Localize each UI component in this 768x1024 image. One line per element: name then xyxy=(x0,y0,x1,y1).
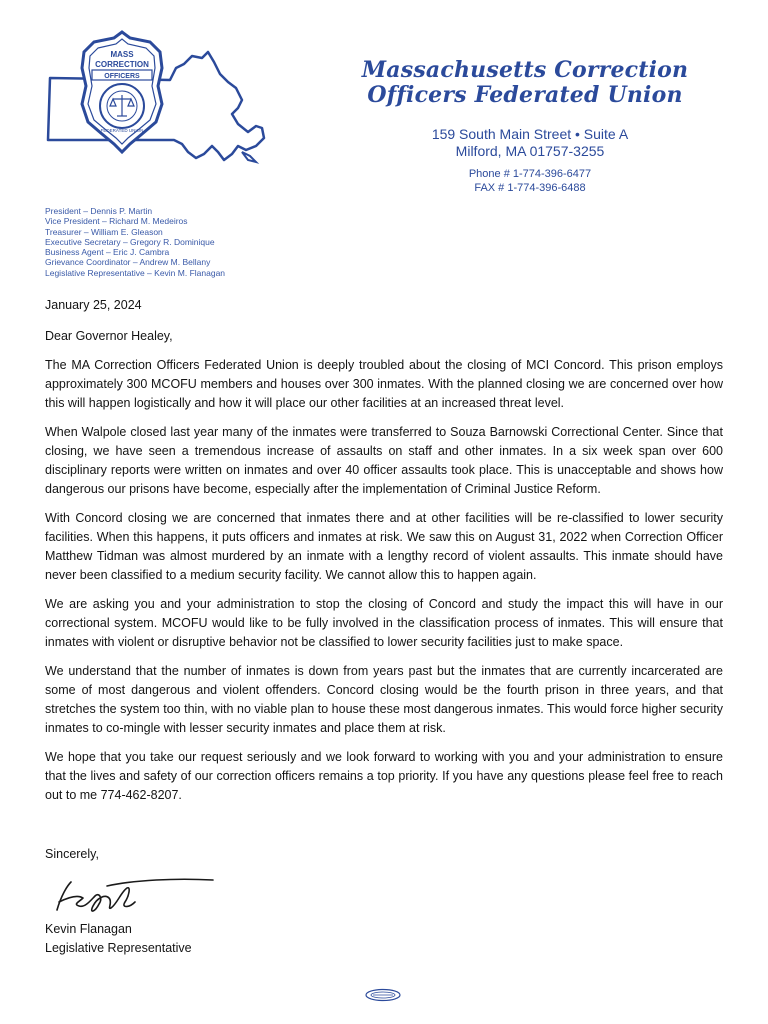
letter-paragraph: With Concord closing we are concerned that inmates there and at other facilities will be re-classified to lower security facilities. When this happens, it puts officers and inmates at risk. We saw this on August 31, 2022 when Correction Officer Matthew Tidman was almost murdered by an inmate with a lengthy record of violent assaults. This inmate should have never been classified to a medium security facility. We cannot allow this to happen again. xyxy=(45,511,723,582)
letter-paragraph: We hope that you take our request seriously and we look forward to working with you and your administration to ensure that the lives and safety of our correction officers remains a top priority. If you have any questions please feel free to reach out to me 774-462-8207. xyxy=(45,750,723,802)
org-address xyxy=(380,126,680,160)
union-seal-logo xyxy=(42,28,272,178)
phone-number: Phone # 1-774-396-6477 xyxy=(468,168,592,180)
org-title-line2: Officers Federated Union xyxy=(367,82,683,108)
officer-item: President – Dennis P. Martin xyxy=(45,206,153,216)
letter-closing: Sincerely, xyxy=(45,847,99,861)
fax-number: FAX # 1-774-396-6488 xyxy=(474,182,586,194)
org-title xyxy=(330,58,720,108)
letter-body xyxy=(45,296,723,958)
letter-paragraph: When Walpole closed last year many of the inmates were transferred to Souza Barnowski Correctional Center. Since that closing, we have seen a tremendous increase of assaults on staff and other inmates. In a six week span over 600 disciplinary reports were written on inmates and over 40 officer assaults took place. This is unacceptable and shows how dangerous our prisons have become, especially after the implementation of Criminal Justice Reform. xyxy=(45,425,723,496)
officer-item: Grievance Coordinator – Andrew M. Bellany xyxy=(45,257,211,268)
seal-text-middle: CORRECTION xyxy=(95,60,149,69)
officer-item: Legislative Representative – Kevin M. Flanagan xyxy=(45,267,226,278)
letter-paragraph: We understand that the number of inmates is down from years past but the inmates that are currently incarcerated are some of most dangerous and violent offenders. Concord closing would be the fourth prison in three years, and that stretches the system too thin, with no viable plan to house these most dangerous inmates. This would force higher security inmates to co-mingle with lesser security inmates and place them at risk. xyxy=(45,664,723,735)
letter-paragraph: We are asking you and your administration to stop the closing of Concord and study the impact this will have in our correctional system. MCOFU would like to be fully involved in the classification process of inmates. This will ensure that inmates with violent or disruptive behavior not be classified to lower security facilities just to make space. xyxy=(45,597,723,649)
address-line2: Milford, MA 01757-3255 xyxy=(455,143,605,159)
letter-salutation: Dear Governor Healey, xyxy=(45,329,173,343)
signer-block xyxy=(45,920,723,958)
signature-image xyxy=(45,872,225,918)
address-line1: 159 South Main Street • Suite A xyxy=(431,126,629,142)
officer-item: Treasurer – William E. Gleason xyxy=(45,226,163,237)
signer-name: Kevin Flanagan xyxy=(45,922,132,936)
letter-date: January 25, 2024 xyxy=(45,298,142,312)
union-bug-icon xyxy=(364,988,402,1002)
officer-item: Executive Secretary – Gregory R. Dominique xyxy=(45,236,215,247)
seal-text-top: MASS xyxy=(110,50,134,59)
seal-text-bottom: FEDERATED UNION xyxy=(100,128,144,133)
officer-item: Business Agent – Eric J. Cambra xyxy=(45,247,170,258)
officer-item: Vice President – Richard M. Medeiros xyxy=(45,216,188,227)
seal-text-banner: OFFICERS xyxy=(104,73,140,80)
org-title-line1: Massachusetts Correction xyxy=(361,57,689,83)
letter-paragraph: The MA Correction Officers Federated Union is deeply troubled about the closing of MCI Concord. This prison employs approximately 300 MCOFU members and houses over 300 inmates. With the planned closing we are concerned over how this will happen logistically and how it will place our other facilities at an increased threat level. xyxy=(45,358,723,410)
signer-title: Legislative Representative xyxy=(45,941,192,955)
letterhead xyxy=(0,0,768,300)
officers-list xyxy=(45,206,365,278)
org-contact xyxy=(380,167,680,195)
